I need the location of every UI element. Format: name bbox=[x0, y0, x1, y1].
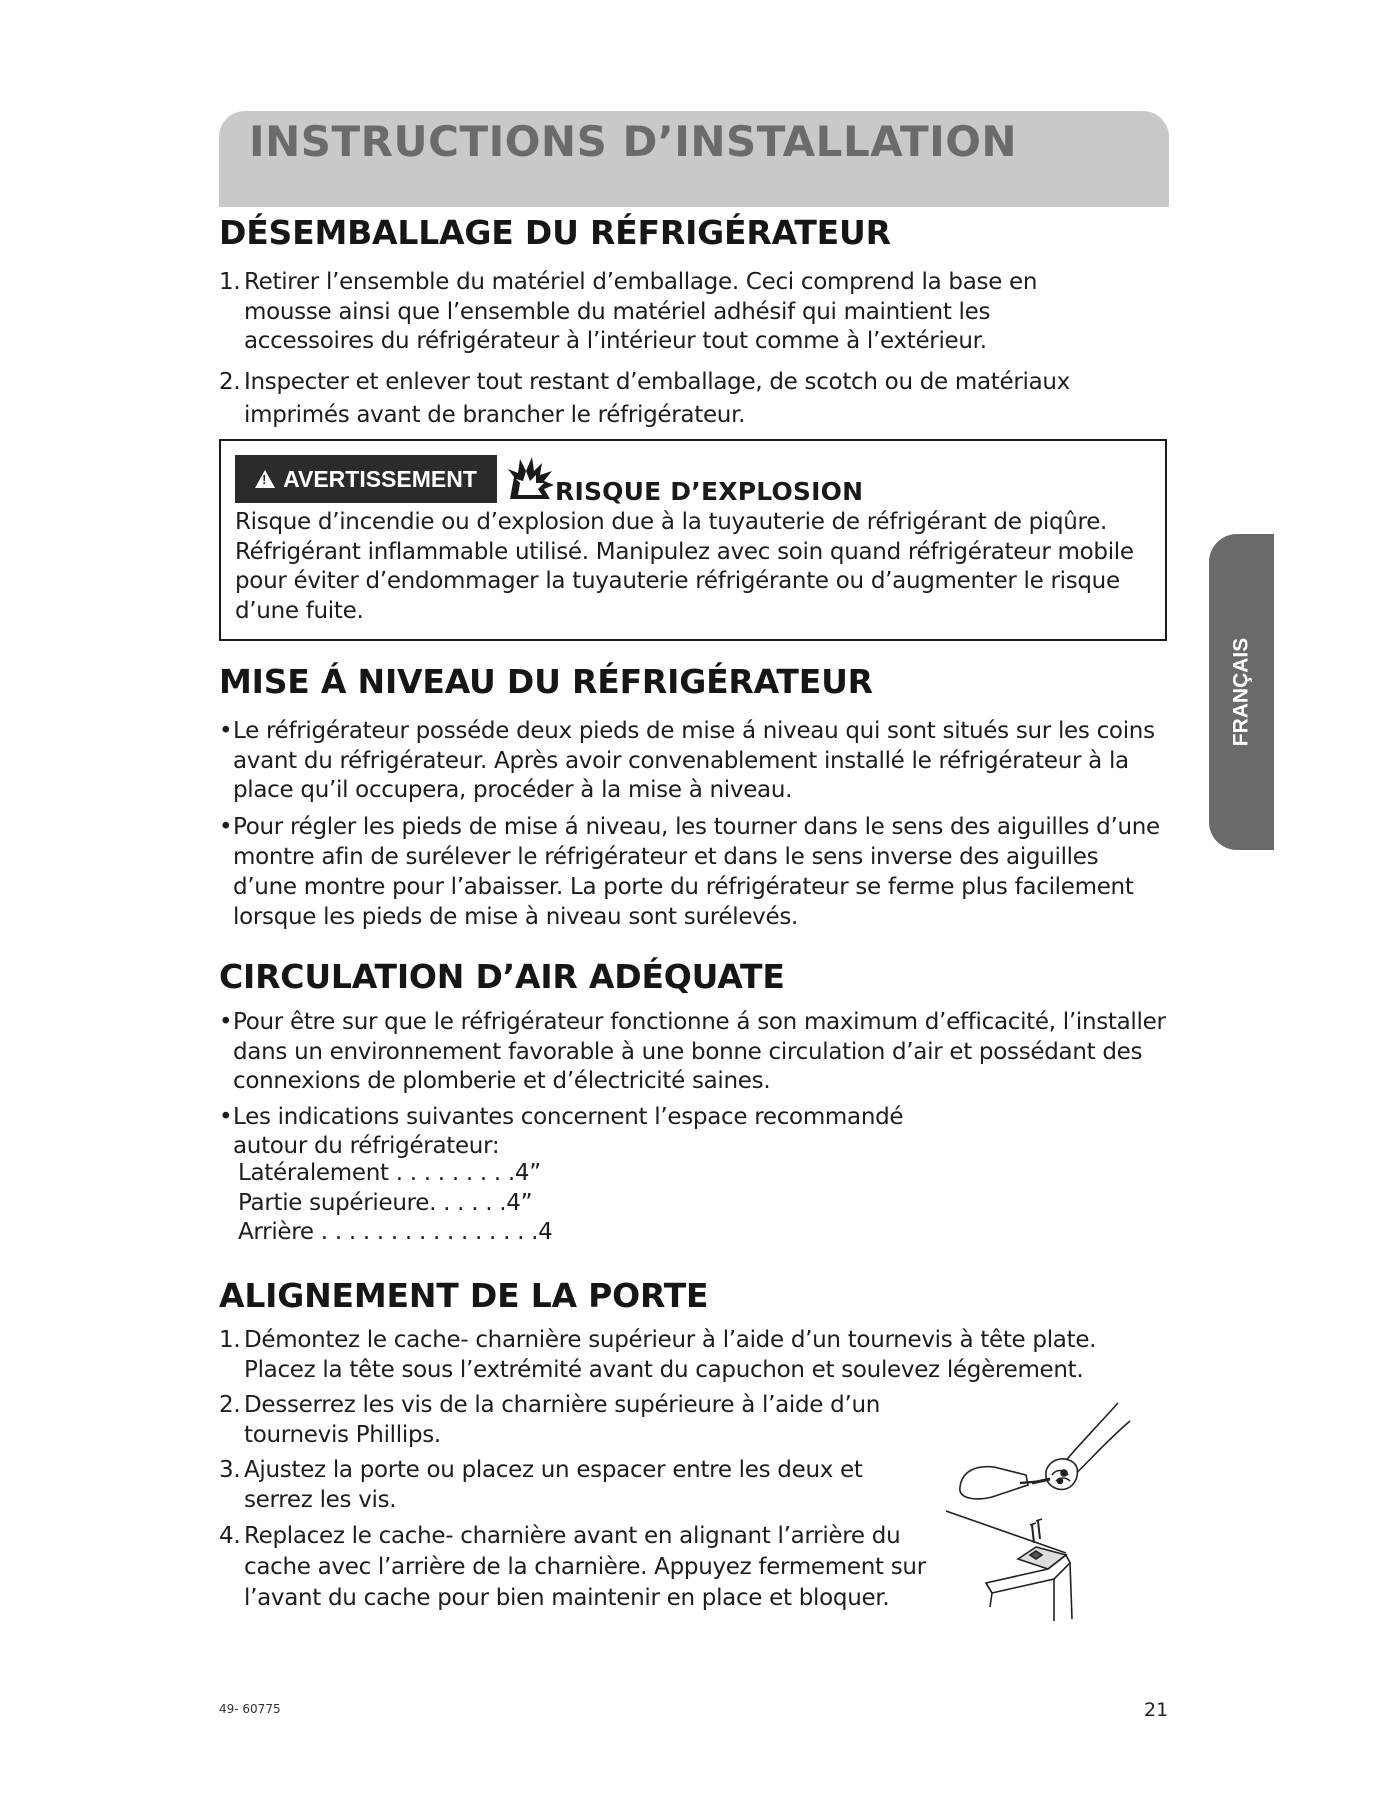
list-text: Desserrez les vis de la charnière supérieure à l’aide d’un tournevis Phillips. bbox=[244, 1392, 881, 1448]
door-alignment-list-bottom bbox=[219, 1391, 929, 1614]
page-title: INSTRUCTIONS D’INSTALLATION bbox=[249, 117, 1018, 166]
clearance-spacing-list bbox=[238, 1159, 552, 1248]
warning-badge-label: AVERTISSEMENT bbox=[283, 465, 477, 492]
clearance-row-back: Arrière . . . . . . . . . . . . . . . .4 bbox=[238, 1219, 553, 1245]
hinge-screwdriver-illustration bbox=[946, 1393, 1134, 1623]
list-number: 2. bbox=[219, 1392, 241, 1418]
explosion-icon bbox=[506, 455, 556, 503]
list-item bbox=[219, 717, 1169, 806]
unpacking-list bbox=[219, 268, 1099, 432]
list-number: 2. bbox=[219, 368, 241, 395]
warning-badge bbox=[235, 455, 497, 503]
bullet: • bbox=[219, 1009, 233, 1035]
list-text: Démontez le cache- charnière supérieur à l’aide d’un tournevis à tête plate. Placez la tête sous l’extrémité avant du capuchon et soulevez légèrement. bbox=[244, 1327, 1097, 1383]
warning-triangle-icon bbox=[255, 470, 275, 488]
list-item bbox=[219, 1326, 1174, 1385]
warning-box bbox=[219, 439, 1167, 641]
list-item bbox=[219, 1103, 973, 1162]
air-circulation-list bbox=[219, 1008, 1174, 1162]
list-text: Inspecter et enlever tout restant d’emballage, de scotch ou de matériaux imprimés avant de brancher le réfrigérateur. bbox=[244, 368, 1070, 428]
list-number: 4. bbox=[219, 1523, 241, 1549]
bullet: • bbox=[219, 1103, 233, 1130]
document-code: 49- 60775 bbox=[219, 1702, 281, 1716]
clearance-row-top: Partie supérieure. . . . . .4” bbox=[238, 1189, 533, 1216]
language-tab-label: FRANÇAIS bbox=[1229, 637, 1253, 747]
list-item bbox=[219, 1391, 929, 1450]
list-text: Retirer l’ensemble du matériel d’emballage. Ceci comprend la base en mousse ainsi que l’ensemble du matériel adhésif qui maintient les accessoires du réfrigérateur à l’intérieur tout comme à l’extérieur. bbox=[244, 269, 1038, 354]
list-item bbox=[219, 1008, 1174, 1097]
list-text: Les indications suivantes concernent l’espace recommandé autour du réfrigérateur: bbox=[233, 1103, 904, 1159]
list-text: Replacez le cache- charnière avant en alignant l’arrière du cache avec l’arrière de la charnière. Appuyez fermement sur l’avant du cache pour bien maintenir en place et bloquer. bbox=[244, 1523, 926, 1611]
list-item bbox=[219, 1456, 884, 1515]
list-number: 3. bbox=[219, 1457, 241, 1483]
section-title-unpacking: DÉSEMBALLAGE DU RÉFRIGÉRATEUR bbox=[219, 213, 891, 252]
list-text: Pour être sur que le réfrigérateur fonctionne á son maximum d’efficacité, l’installer dans un environnement favorable à une bonne circulation d’air et possédant des connexions de plomberie et d’électricité saines. bbox=[233, 1009, 1166, 1094]
section-title-door-alignment: ALIGNEMENT DE LA PORTE bbox=[219, 1276, 709, 1315]
section-title-air-circulation: CIRCULATION D’AIR ADÉQUATE bbox=[219, 957, 785, 996]
warning-text: Risque d’incendie ou d’explosion due à la tuyauterie de réfrigérant de piqûre. Réfrigérant inflammable utilisé. Manipulez avec soin quand réfrigérateur mobile pour éviter d’endommager la tuyauterie réfrigérante ou d’augmenter le risque d’une fuite. bbox=[235, 509, 1134, 624]
list-text: Ajustez la porte ou placez un espacer entre les deux et serrez les vis. bbox=[244, 1457, 863, 1513]
door-alignment-list-top bbox=[219, 1326, 1174, 1385]
list-number: 1. bbox=[219, 269, 241, 295]
list-text: Pour régler les pieds de mise á niveau, les tourner dans le sens des aiguilles d’une montre afin de surélever le réfrigérateur et dans le sens inverse des aiguilles d’une montre pour l’abaisser. La porte du réfrigérateur se ferme plus facilement lorsque les pieds de mise à niveau sont surélevés. bbox=[233, 813, 1160, 930]
list-item bbox=[219, 812, 1169, 932]
list-item bbox=[219, 268, 1099, 357]
list-text: Le réfrigérateur posséde deux pieds de mise á niveau qui sont situés sur les coins avant du réfrigérateur. Après avoir convenablement installé le réfrigérateur à la place qu’il occupera, procéder à la mise à niveau. bbox=[233, 718, 1155, 803]
page-number: 21 bbox=[1144, 1699, 1169, 1721]
list-item bbox=[219, 366, 1104, 432]
list-item bbox=[219, 1521, 944, 1614]
bullet: • bbox=[219, 813, 233, 840]
bullet: • bbox=[219, 718, 233, 744]
section-title-leveling: MISE Á NIVEAU DU RÉFRIGÉRATEUR bbox=[219, 662, 873, 701]
leveling-list bbox=[219, 717, 1169, 932]
language-tab-label-wrap bbox=[1209, 534, 1274, 850]
list-number: 1. bbox=[219, 1327, 241, 1353]
risk-title: RISQUE D’EXPLOSION bbox=[555, 477, 864, 506]
clearance-row-sides: Latéralement . . . . . . . . .4” bbox=[238, 1160, 541, 1186]
